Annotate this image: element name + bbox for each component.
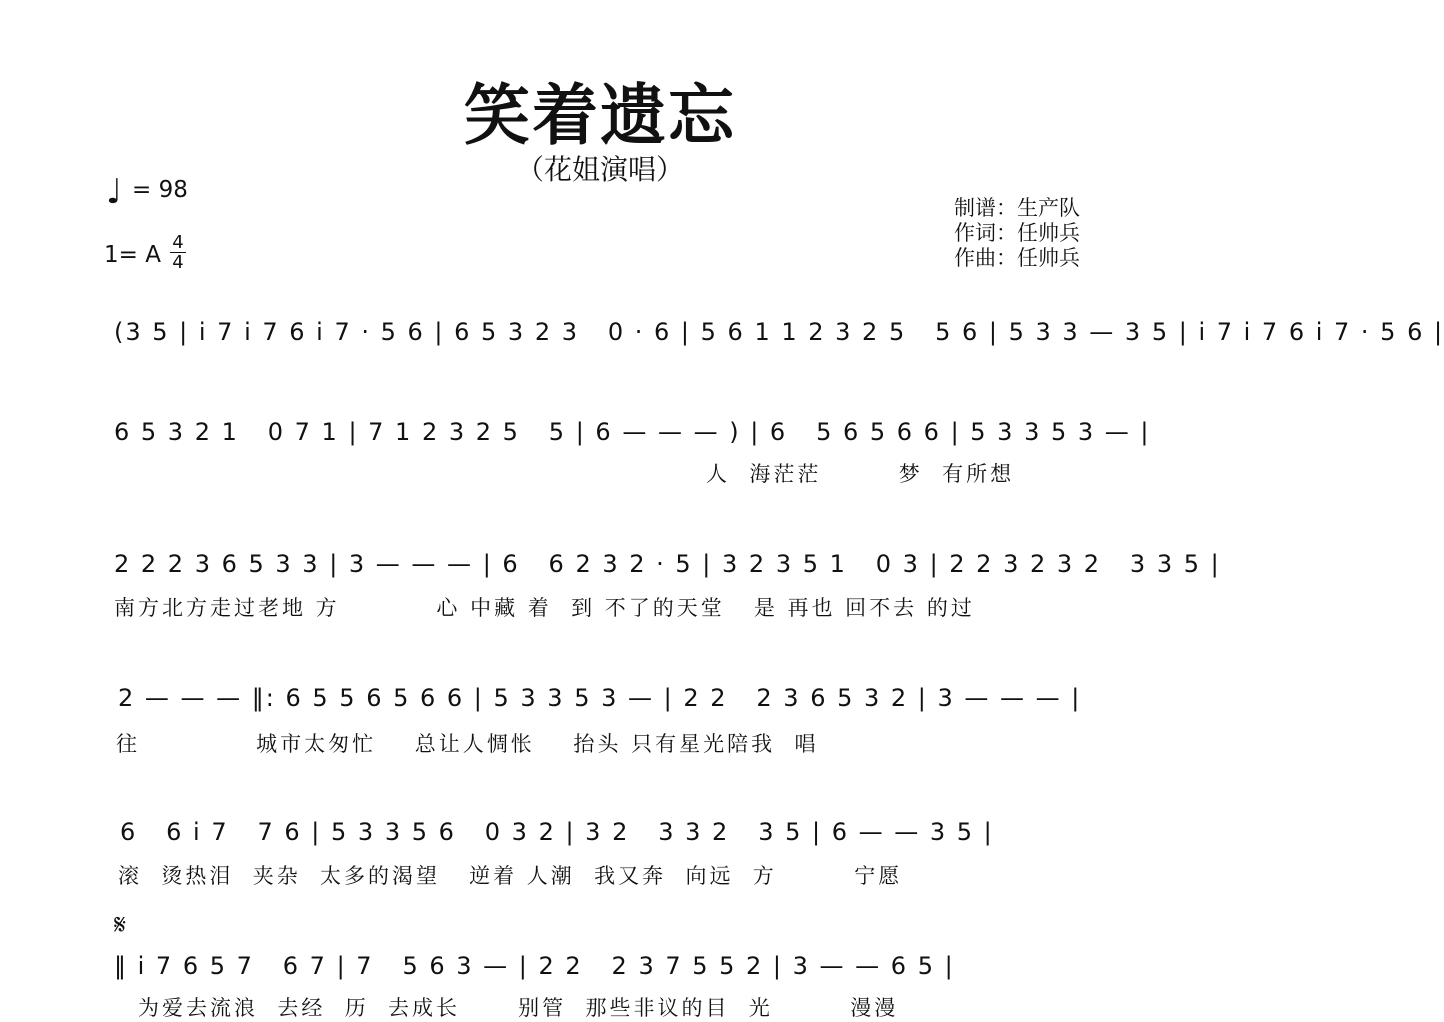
score-notes: (3 5 | i 7 i 7 6 i 7 · 5 6 | 6 5 3 2 3 0 · 6 | 5 6 1 1 2 3 2 5 5 6 | 5 3 3 — 3 5 | i 7 i 7 6 i 7 · 5 6 | [114,318,1444,346]
score-notes: 6 6 i 7 7 6 | 5 3 3 5 6 0 3 2 | 3 2 3 3 2 3 5 | 6 — — 3 5 | [120,818,994,846]
credit-transcriber: 制谱：生产队 [954,196,1080,220]
score-notes: 2 2 2 3 6 5 3 3 | 3 — — — | 6 6 2 3 2 · 5 | 3 2 3 5 1 0 3 | 2 2 3 2 3 2 3 3 5 | [114,550,1221,578]
key-signature: 1= A [104,242,161,268]
singer-subtitle: （花姐演唱） [515,153,684,186]
tempo-value: = 98 [132,177,188,203]
time-signature-top: 4 [172,232,184,253]
score-lyrics: 滚 烫热泪 夹杂 太多的渴望 逆着 人潮 我又奔 向远 方 宁愿 [118,864,903,888]
score-notes: 2 — — — ‖: 6 5 5 6 5 6 6 | 5 3 3 5 3 — | 2 2 2 3 6 5 3 2 | 3 — — — | [118,684,1082,712]
credits [954,196,1080,271]
credit-composer: 作曲：任帅兵 [954,246,1080,270]
song-title: 笑着遗忘 [464,77,736,154]
segno-icon: 𝄋 [114,908,127,941]
quarter-note-icon: ♩ [106,172,123,212]
score-lyrics: 南方北方走过老地 方 心 中藏 着 到 不了的天堂 是 再也 回不去 的过 [114,596,975,620]
score-lyrics: 人 海茫茫 梦 有所想 [706,462,1015,486]
tempo-marking [106,172,188,212]
time-signature [170,234,186,271]
score-notes: ‖ i 7 6 5 7 6 7 | 7 5 6 3 — | 2 2 2 3 7 5 5 2 | 3 — — 6 5 | [114,952,955,980]
score-lyrics: 往 城市太匆忙 总让人惆怅 抬头 只有星光陪我 唱 [116,732,819,756]
score-notes: 6 5 3 2 1 0 7 1 | 7 1 2 3 2 5 5 | 6 — — — ) | 6 5 6 5 6 6 | 5 3 3 5 3 — | [114,418,1151,446]
time-signature-bottom: 4 [172,252,184,273]
credit-lyricist: 作词：任帅兵 [954,221,1080,245]
score-lyrics: 为爱去流浪 去经 历 去成长 别管 那些非议的目 光 漫漫 [138,996,899,1020]
